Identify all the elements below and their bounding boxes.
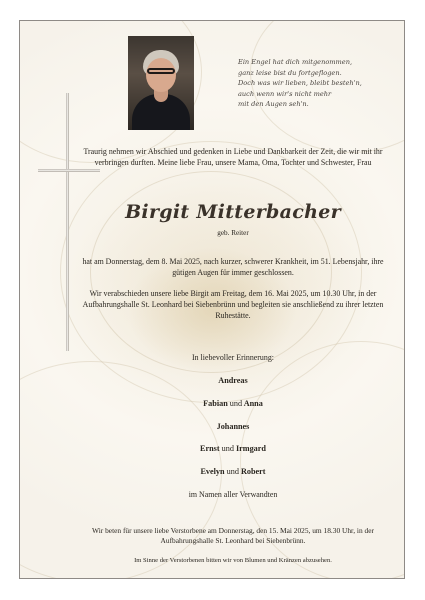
poem-line: mit den Augen seh'n. [238, 100, 309, 108]
portrait-photo [128, 36, 194, 130]
poem [238, 57, 400, 110]
mourner-name: Evelyn [200, 467, 225, 476]
portrait-glasses [147, 68, 175, 74]
death-notice: hat am Donnerstag, dem 8. Mai 2025, nach kurzer, schwerer Krankheit, im 51. Lebensjahr, ihre gütigen Augen für immer geschlossen. [82, 257, 384, 277]
flowers-note: Im Sinne der Verstorbenen bitten wir von Blumen und Kränzen abzusehen. [134, 557, 332, 564]
portrait-face [146, 58, 176, 92]
mourner-line [80, 399, 386, 409]
mourner-name: Anna [243, 399, 263, 408]
maiden-name: geb. Reiter [217, 229, 249, 237]
cross-vertical-bar [66, 93, 69, 351]
obituary-card [19, 20, 405, 579]
memory-heading: In liebevoller Erinnerung: [192, 353, 274, 362]
mourner-joiner: und [226, 467, 239, 476]
intro-text: Traurig nehmen wir Abschied und gedenken in Liebe und Dankbarkeit der Zeit, die wir mit ihr verbringen durften. Meine liebe Frau, unsere Mama, Oma, Tochter und Schwester, Frau [83, 147, 383, 167]
deceased-name: Birgit Mitterbacher [125, 201, 341, 223]
mourner-line [80, 422, 386, 432]
mourner-name: Robert [240, 467, 266, 476]
cross-horizontal-bar [38, 169, 100, 172]
mourner-joiner: und [221, 444, 234, 453]
mourner-line [80, 467, 386, 477]
poem-line: Ein Engel hat dich mitgenommen, [238, 58, 353, 66]
mourner-joiner: und [229, 399, 243, 408]
prayer-service-notice: Wir beten für unsere liebe Verstorbene am Donnerstag, den 15. Mai 2025, um 18.30 Uhr, in der Aufbahrungshalle St. Leonhard bei Siebenbrünn. [92, 526, 374, 545]
mourner-name: Andreas [218, 376, 248, 385]
mourner-line [80, 376, 386, 386]
mourner-name: Fabian [203, 399, 228, 408]
poem-line: ganz leise bist du fortgeflogen. [238, 68, 342, 77]
mourner-line [80, 444, 386, 454]
poem-line: Doch was wir lieben, bleibt besteh'n, [238, 79, 362, 87]
relatives-note: im Namen aller Verwandten [188, 490, 278, 499]
mourner-name: Irmgard [235, 444, 266, 453]
funeral-notice: Wir verabschieden unsere liebe Birgit am Freitag, dem 16. Mai 2025, um 10.30 Uhr, in der Aufbahrungshalle St. Leonhard bei Siebenbrünn und begleiten sie anschließend zu ihrer letzten Ruhestätte. [82, 289, 384, 320]
mourner-name: Ernst [200, 444, 220, 453]
poem-line: auch wenn wir's nicht mehr [238, 89, 332, 98]
mourner-name: Johannes [216, 422, 250, 431]
